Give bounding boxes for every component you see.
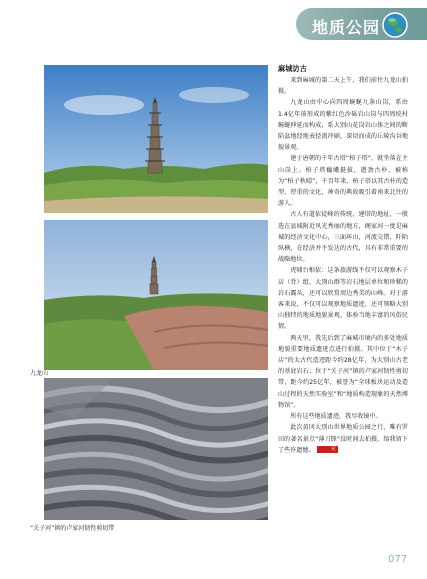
article-paragraph: 所有这些地质遗迹，我尽收镜中。 [290,413,382,421]
photo-caption-jiulongshan: 九龙山 [30,370,49,377]
article-column [278,63,408,456]
page-number: 077 [388,554,408,565]
article-paragraph: 来到麻城的第二天上午，我们前往九龙山拍摄。 [278,77,408,96]
globe-icon [382,12,408,38]
article-paragraph: 古人有道依徒峰的传统，建塔的地址，一般选在县城附近风光秀丽的地方，阁家河一度是麻城的经济文化中心，三面环山，河流交错，阡陌纵横，在经济并不发达的古代，具有非常重要的战略地位。 [278,211,408,264]
article-paragraph-last [278,422,408,456]
photo-caption-shear-zone: “关子河”镇的卢家河韧性剪切带 [30,525,115,532]
section-title: 地质公园 [312,18,381,37]
article-paragraph: 两天里，我先后到了麻城市境内的多处地质地貌重要地质遗迹点进行拍摄。其中位于“木子店”的太古代造迹距今约28亿年，为大别山古老的基底岩石；位于“关子河”镇的卢家河韧性剪切带，距今约25亿年，被誉为“全球板块运动及造山过程的天然实验室”和“地质构造现象的天然博物馆”。 [278,334,408,409]
article-title: 麻城访古 [278,64,307,73]
photo-jiulongshan [44,220,268,370]
article-paragraph: 九龙山由中心向四周蜿蜒九条山岗，系由1.4亿年前形成的紫红色沙砾岩山岗与四周垸村蜿蜒伸延而构成，系大别山花岗岩山体之间的断陷盆地经地表径流冲刷，深切而成的丘陵沟谷地貌景观。 [278,99,408,152]
article-paragraph: 建于唐朝的千年古塔“柏子塔”，就坐落在主山岗上。柏子塔巍峨挺拔，遒劲古朴，被称为“柏子秋晴”，千百年来，柏子塔以其古朴的造型、厚重的文化、神奇的典故吸引着南来北往的游人。 [278,155,408,208]
end-mark: 完 [317,446,338,453]
photo-shear-zone [44,378,268,520]
photo-pagoda-hill [44,65,268,213]
article-paragraph-text: 此次黄冈大别山世界地质公园之行，唯有罗田的著名景点“薄刀锋”没时间去拍摄，给我留下了些许遗憾。 [278,424,408,454]
article-paragraph: 虎啸台相依：这条旅游线不仅可以观察木子店（背）组、大别山群等岩石地层单位和珍稀的岩石露头，还可以欣赏周边秀美的山峰。对于游客来说，不仅可以观察地质遗迹，还可领略大别山独特的地质地貌景观，体验当地丰富的风俗民情。 [278,267,408,331]
